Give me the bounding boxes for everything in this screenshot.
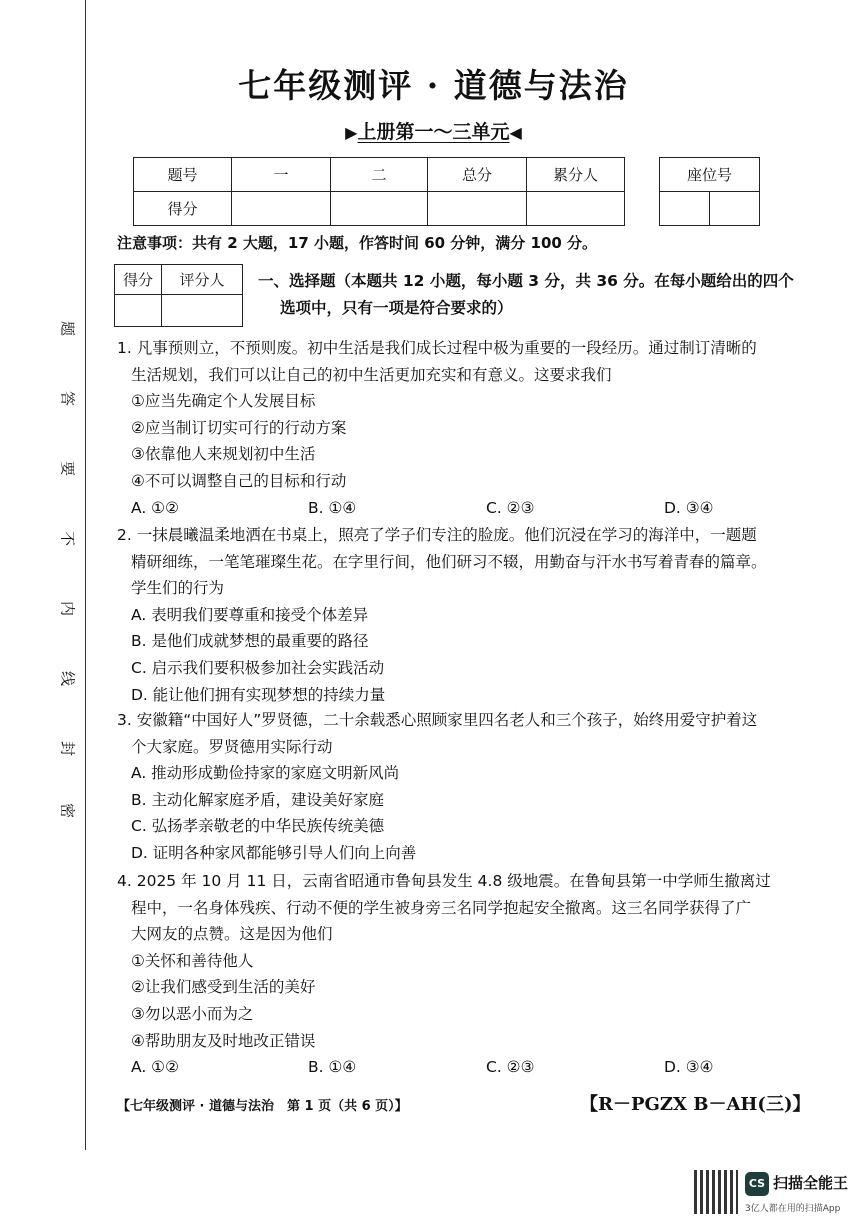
option-c[interactable]: C. 启示我们要积极参加社会实践活动 (131, 658, 385, 677)
score-cell[interactable] (331, 192, 428, 226)
seat-label: 座位号 (660, 158, 760, 192)
subtitle-text: 上册第一～三单元 (357, 121, 510, 143)
option-a[interactable]: A. 表明我们要尊重和接受个体差异 (131, 605, 369, 624)
qr-code-icon (694, 1170, 738, 1214)
question-3 (117, 707, 797, 867)
score-header-cell: 累分人 (527, 158, 625, 192)
choices-row (117, 495, 797, 522)
camscanner-logo: CS (745, 1172, 769, 1196)
side-margin-char: 不 (58, 530, 77, 546)
question-stem: 4. 2025 年 10 月 11 日，云南省昭通市鲁甸县发生 4.8 级地震。在鲁甸县第一中学师生撤离过 (117, 872, 771, 890)
score-header-cell: 二 (331, 158, 428, 192)
side-margin-char: 题 (58, 320, 77, 336)
question-2 (117, 522, 797, 708)
side-margin-char: 密 (58, 802, 77, 818)
choice-c[interactable]: C. ②③ (486, 1058, 535, 1077)
side-margin-char: 要 (58, 460, 77, 476)
grader-score-cell[interactable] (115, 295, 162, 327)
grader-box (114, 264, 243, 327)
statement-item: ③勿以恶小而为之 (131, 1004, 254, 1023)
question-stem: 3. 安徽籍“中国好人”罗贤德，二十余载悉心照顾家里四名老人和三个孩子，始终用爱守护着这 (117, 711, 758, 729)
question-stem: 个大家庭。罗贤德用实际行动 (131, 737, 333, 756)
side-margin-char: 线 (58, 670, 77, 686)
option-c[interactable]: C. 弘扬孝亲敬老的中华民族传统美德 (131, 817, 385, 836)
choice-b[interactable]: B. ①④ (308, 498, 357, 517)
footer-exam-code: 【R－PGZX B－AH(三)】 (580, 1094, 811, 1115)
score-header-cell: 总分 (428, 158, 527, 192)
section-heading-line: 一、选择题（本题共 12 小题，每小题 3 分，共 36 分。在每小题给出的四个 (258, 272, 794, 290)
statement-item: ②应当制订切实可行的行动方案 (131, 418, 347, 437)
score-header-cell: 一 (232, 158, 331, 192)
statement-item: ②让我们感受到生活的美好 (131, 978, 316, 997)
statement-item: ④不可以调整自己的目标和行动 (131, 471, 347, 490)
question-stem: 2. 一抹晨曦温柔地洒在书桌上，照亮了学子们专注的脸庞。他们沉浸在学习的海洋中，一题题 (117, 526, 757, 544)
camscanner-brand: 扫描全能王 (773, 1174, 849, 1192)
score-cell[interactable] (428, 192, 527, 226)
seat-cell[interactable] (660, 192, 710, 226)
grader-name-cell[interactable] (162, 295, 243, 327)
statement-item: ④帮助朋友及时地改正错误 (131, 1031, 316, 1050)
score-header-cell: 题号 (134, 158, 232, 192)
footer-page-info: 【七年级测评 · 道德与法治 第 1 页（共 6 页）】 (117, 1099, 408, 1114)
choice-a[interactable]: A. ①② (131, 498, 179, 517)
statement-item: ①应当先确定个人发展目标 (131, 392, 316, 411)
question-stem: 精研细练，一笔笔璀璨生花。在字里行间，他们研习不辍，用勤奋与汗水书写着青春的篇章。 (131, 552, 767, 571)
question-stem: 大网友的点赞。这是因为他们 (131, 925, 333, 944)
score-table (133, 157, 625, 226)
side-margin-char: 封 (58, 740, 77, 756)
choice-d[interactable]: D. ③④ (664, 498, 714, 517)
question-4 (117, 868, 797, 1081)
choice-a[interactable]: A. ①② (131, 1058, 179, 1077)
seat-number-box (659, 157, 760, 226)
side-margin-char: 内 (58, 600, 77, 616)
grader-score-label: 得分 (115, 265, 162, 295)
seat-cell[interactable] (710, 192, 760, 226)
grader-name-label: 评分人 (162, 265, 243, 295)
exam-notes: 注意事项：共有 2 大题，17 小题，作答时间 60 分钟，满分 100 分。 (117, 234, 598, 252)
statement-item: ①关怀和善待他人 (131, 951, 254, 970)
right-triangle-icon: ▶ (345, 123, 358, 142)
camscanner-tagline: 3亿人都在用的扫描App (745, 1204, 841, 1214)
score-cell[interactable] (232, 192, 331, 226)
score-row-label: 得分 (134, 192, 232, 226)
choices-row (117, 1054, 797, 1081)
option-a[interactable]: A. 推动形成勤俭持家的家庭文明新风尚 (131, 764, 400, 783)
page-title: 七年级测评 · 道德与法治 (238, 66, 629, 105)
choice-b[interactable]: B. ①④ (308, 1058, 357, 1077)
page-subtitle (0, 117, 867, 144)
question-stem: 1. 凡事预则立，不预则废。初中生活是我们成长过程中极为重要的一段经历。通过制订清晰的 (117, 339, 757, 357)
option-d[interactable]: D. 能让他们拥有实现梦想的持续力量 (131, 685, 386, 704)
option-d[interactable]: D. 证明各种家风都能够引导人们向上向善 (131, 843, 417, 862)
left-triangle-icon: ◀ (509, 123, 522, 142)
binding-line (85, 0, 86, 1150)
side-margin-char: 答 (58, 390, 77, 406)
section-heading (258, 268, 798, 322)
score-cell[interactable] (527, 192, 625, 226)
option-b[interactable]: B. 是他们成就梦想的最重要的路径 (131, 632, 369, 651)
choice-c[interactable]: C. ②③ (486, 498, 535, 517)
question-1 (117, 335, 797, 521)
question-stem: 生活规划，我们可以让自己的初中生活更加充实和有意义。这要求我们 (131, 365, 612, 384)
section-heading-line: 选项中，只有一项是符合要求的） (280, 299, 513, 317)
question-stem: 程中，一名身体残疾、行动不便的学生被身旁三名同学抱起安全撤离。这三名同学获得了广 (131, 898, 752, 917)
choice-d[interactable]: D. ③④ (664, 1058, 714, 1077)
option-b[interactable]: B. 主动化解家庭矛盾，建设美好家庭 (131, 790, 384, 809)
statement-item: ③依靠他人来规划初中生活 (131, 445, 316, 464)
question-stem: 学生们的行为 (131, 579, 225, 598)
